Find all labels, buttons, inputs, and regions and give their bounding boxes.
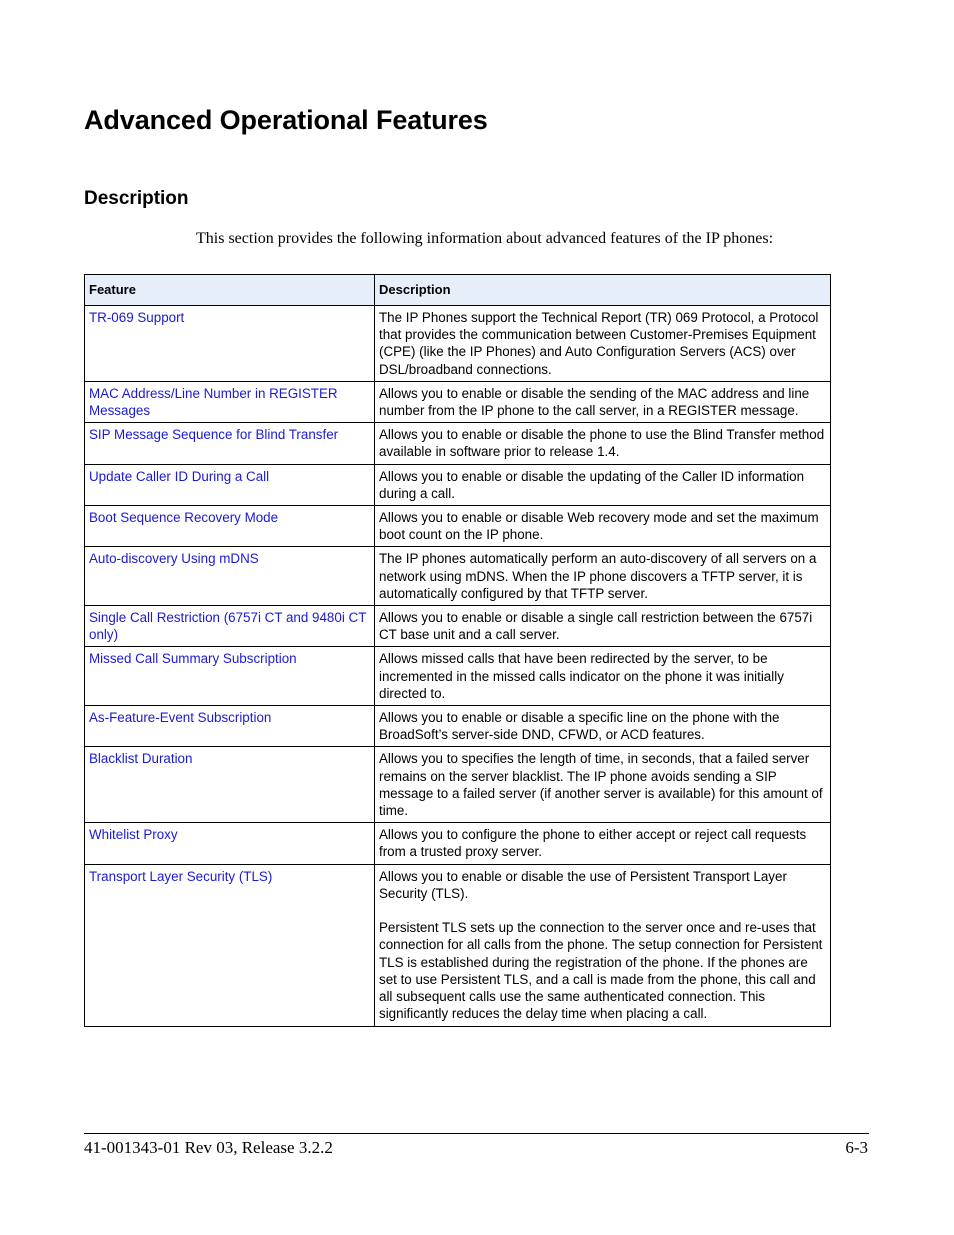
table-row xyxy=(85,864,831,1026)
table-row xyxy=(85,647,831,706)
feature-link[interactable]: Missed Call Summary Subscription xyxy=(89,651,297,667)
description-text: Allows you to enable or disable Web recovery mode and set the maximum boot count on the IP phone. xyxy=(379,510,819,543)
description-text: Allows you to enable or disable the updating of the Caller ID information during a call. xyxy=(379,468,805,501)
feature-link[interactable]: TR-069 Support xyxy=(89,310,185,325)
section-title: Description xyxy=(84,188,189,209)
feature-cell xyxy=(85,306,375,382)
feature-cell xyxy=(85,506,375,547)
feature-cell xyxy=(85,606,375,647)
table-row xyxy=(85,547,831,606)
description-cell xyxy=(375,423,831,464)
feature-cell xyxy=(85,747,375,823)
description-text: Allows missed calls that have been redirected by the server, to be incremented in the missed calls indicator on the phone it was initially directed to. xyxy=(379,651,784,701)
description-text: Allows you to enable or disable the sending of the MAC address and line number from the IP phone to the call server, in a REGISTER message. xyxy=(379,385,810,419)
description-cell xyxy=(375,381,831,422)
table-row xyxy=(85,606,831,647)
description-text: Allows you to enable or disable the phone to use the Blind Transfer method available in software prior to release 1.4. xyxy=(379,427,825,460)
footer-document-id: 41-001343-01 Rev 03, Release 3.2.2 xyxy=(84,1138,333,1157)
feature-link[interactable]: MAC Address/Line Number in REGISTER Messages xyxy=(89,385,338,419)
table-row xyxy=(85,306,831,382)
description-cell xyxy=(375,306,831,382)
description-text: The IP Phones support the Technical Report (TR) 069 Protocol, a Protocol that provides the communication between Customer-Premises Equipment (CPE) (like the IP Phones) and Auto Configuration Servers (ACS) over DSL/broadband connections. xyxy=(379,310,819,377)
table-row xyxy=(85,464,831,505)
feature-cell xyxy=(85,647,375,706)
table-row xyxy=(85,747,831,823)
description-text: Persistent TLS sets up the connection to the server once and re-uses that connection for all calls from the phone. The setup connection for Persistent TLS is established during the registration of the phone. If the phones are set to use Persistent TLS, and a call is made from the phone, this call and all subsequent calls use the same authenticated connection. This significantly reduces the delay time when placing a call. xyxy=(379,920,823,1022)
footer-divider xyxy=(84,1133,869,1134)
table-row xyxy=(85,423,831,464)
description-cell xyxy=(375,706,831,747)
description-text: Allows you to enable or disable a specific line on the phone with the BroadSoft’s server-side DND, CFWD, or ACD features. xyxy=(379,710,780,743)
intro-paragraph: This section provides the following information about advanced features of the IP phones: xyxy=(196,230,774,247)
feature-cell xyxy=(85,381,375,422)
feature-link[interactable]: Blacklist Duration xyxy=(89,751,193,767)
description-cell xyxy=(375,747,831,823)
feature-link[interactable]: Single Call Restriction (6757i CT and 9480i CT only) xyxy=(89,610,367,643)
feature-link[interactable]: As-Feature-Event Subscription xyxy=(89,710,272,726)
feature-link[interactable]: Transport Layer Security (TLS) xyxy=(89,868,273,884)
description-text: Allows you to enable or disable the use of Persistent Transport Layer Security (TLS). xyxy=(379,868,787,901)
header-description: Description xyxy=(375,275,831,306)
description-text: The IP phones automatically perform an auto-discovery of all servers on a network using mDNS. When the IP phone discovers a TFTP server, it is automatically configured by that TFTP server. xyxy=(379,551,817,601)
features-table xyxy=(84,274,831,1027)
feature-cell xyxy=(85,464,375,505)
description-cell xyxy=(375,823,831,864)
table-row xyxy=(85,381,831,422)
feature-link[interactable]: Whitelist Proxy xyxy=(89,827,178,843)
page-title: Advanced Operational Features xyxy=(84,105,488,135)
description-cell xyxy=(375,647,831,706)
description-cell xyxy=(375,864,831,1026)
table-row xyxy=(85,823,831,864)
description-cell xyxy=(375,464,831,505)
feature-link[interactable]: Boot Sequence Recovery Mode xyxy=(89,510,279,526)
feature-cell xyxy=(85,864,375,1026)
feature-link[interactable]: Auto-discovery Using mDNS xyxy=(89,551,259,567)
description-cell xyxy=(375,606,831,647)
feature-link[interactable]: Update Caller ID During a Call xyxy=(89,468,270,484)
description-text: Allows you to specifies the length of time, in seconds, that a failed server remains on the server blacklist. The IP phone avoids sending a SIP message to a failed server (if another server is available) for this amount of time. xyxy=(379,751,823,819)
table-row xyxy=(85,506,831,547)
description-text: Allows you to configure the phone to either accept or reject call requests from a trusted proxy server. xyxy=(379,827,807,860)
feature-link[interactable]: SIP Message Sequence for Blind Transfer xyxy=(89,427,339,443)
feature-cell xyxy=(85,423,375,464)
table-body xyxy=(85,306,831,1027)
description-cell xyxy=(375,547,831,606)
header-feature: Feature xyxy=(85,275,375,306)
feature-cell xyxy=(85,547,375,606)
description-cell xyxy=(375,506,831,547)
footer-page-number: 6-3 xyxy=(845,1138,868,1157)
feature-cell xyxy=(85,823,375,864)
table-header-row xyxy=(85,275,831,306)
table-row xyxy=(85,706,831,747)
feature-cell xyxy=(85,706,375,747)
description-text: Allows you to enable or disable a single call restriction between the 6757i CT base unit and a call server. xyxy=(379,610,813,643)
